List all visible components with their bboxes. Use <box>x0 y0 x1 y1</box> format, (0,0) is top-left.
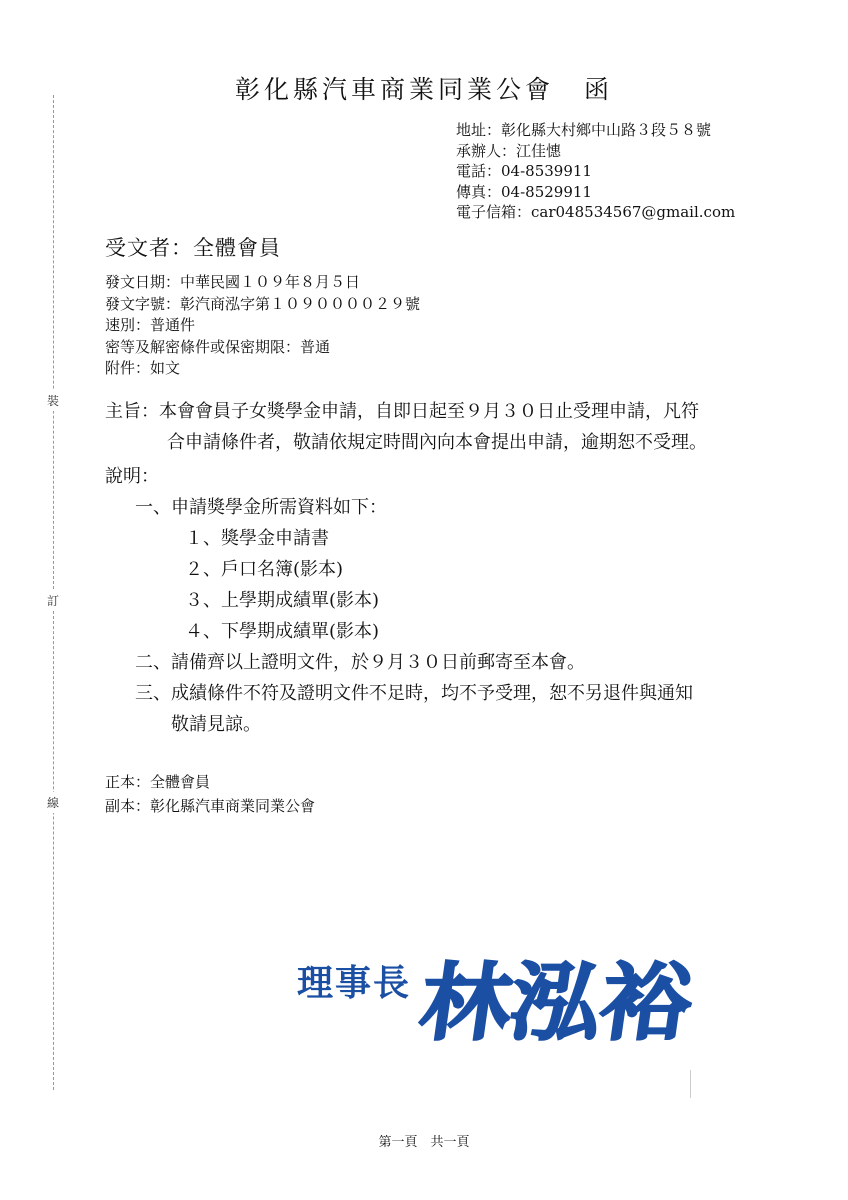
org-title: 彰化縣汽車商業同業公會 <box>234 75 554 104</box>
doc-type: 函 <box>584 75 614 104</box>
explanation-label: 說明： <box>105 466 159 487</box>
required-doc-1: １、獎學金申請書 <box>185 528 329 549</box>
explanation-items <box>135 492 693 740</box>
subject-block <box>105 396 785 458</box>
fax-line: 傳真：04-8529911 <box>456 182 592 201</box>
page-footer: 第一頁 共一頁 <box>378 1135 470 1150</box>
signature-title: 理事長 <box>297 962 412 1003</box>
chairman-signature <box>295 940 715 1050</box>
signature-name: 林泓裕 <box>414 956 680 1050</box>
email-line: 電子信箱：car048534567@gmail.com <box>456 203 736 221</box>
binding-mark-xian: 線 <box>47 792 59 813</box>
explanation-item-2: 二、請備齊以上證明文件，於９月３０日前郵寄至本會。 <box>135 652 585 673</box>
subject-line-2: 合申請條件者，敬請依規定時間內向本會提出申請，逾期恕不受理。 <box>167 432 707 453</box>
contact-block <box>456 120 735 223</box>
copy-recipient: 副本：彰化縣汽車商業同業公會 <box>105 797 316 815</box>
required-doc-4: ４、下學期成績單(影本) <box>185 621 380 642</box>
secrecy-level: 密等及解密條件或保密期限：普通 <box>105 337 331 356</box>
original-recipient: 正本：全體會員 <box>105 773 211 791</box>
doc-number: 發文字號：彰汽商泓字第１０９００００２９號 <box>105 294 421 313</box>
recipient: 受文者：全體會員 <box>105 236 281 260</box>
explanation-item-3-cont: 敬請見諒。 <box>171 714 261 735</box>
subject-line-1: 主旨：本會會員子女獎學金申請，自即日起至９月３０日止受理申請，凡符 <box>105 401 699 422</box>
speed-class: 速別：普通件 <box>105 316 196 334</box>
explanation-item-3: 三、成績條件不符及證明文件不足時，均不予受理，恕不另退件與通知 <box>135 683 693 704</box>
scan-mark <box>690 1070 691 1098</box>
binding-mark-ding: 訂 <box>47 590 59 611</box>
binding-mark-zhuang: 裝 <box>47 390 59 411</box>
address-line: 地址：彰化縣大村鄉中山路３段５８號 <box>456 121 712 139</box>
phone-line: 電話：04-8539911 <box>456 162 592 180</box>
copies-block <box>105 770 315 818</box>
required-doc-2: ２、戶口名簿(影本) <box>185 559 344 580</box>
meta-block <box>105 272 420 380</box>
handler-line: 承辦人：江佳憓 <box>456 141 562 160</box>
explanation-item-1: 一、申請獎學金所需資料如下： <box>135 497 387 518</box>
required-doc-3: ３、上學期成績單(影本) <box>185 590 380 611</box>
document-title <box>0 70 848 106</box>
issue-date: 發文日期：中華民國１０９年８月５日 <box>105 273 361 291</box>
attachment: 附件：如文 <box>105 359 181 377</box>
